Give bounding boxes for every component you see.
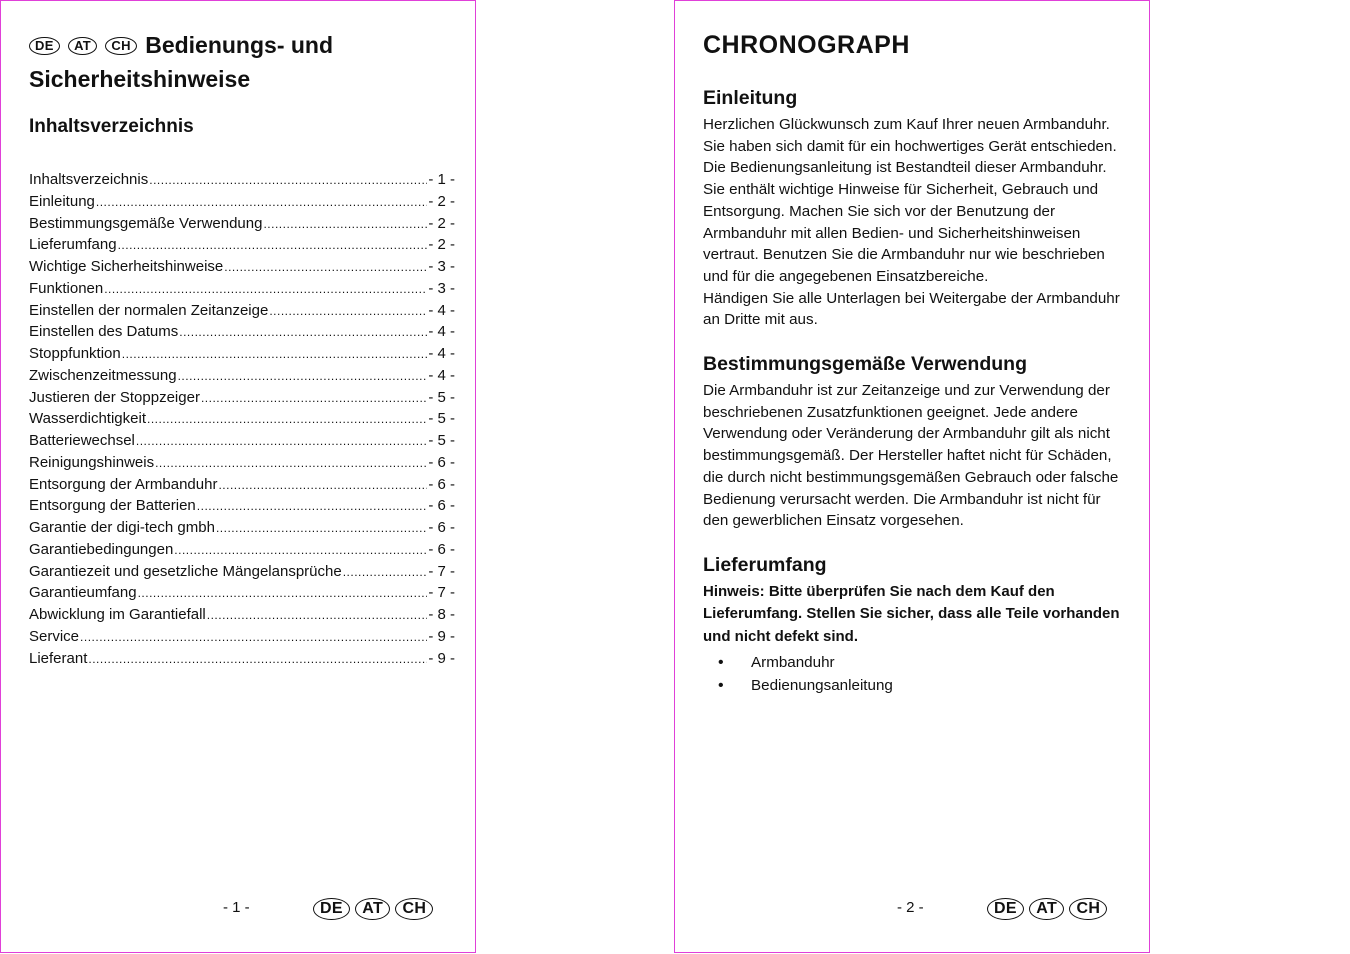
- toc-entry-label: Wichtige Sicherheitshinweise: [29, 258, 224, 275]
- toc-entry-page: - 3 -: [428, 279, 455, 297]
- toc-entry-page: - 8 -: [428, 606, 455, 623]
- toc-entry-label: Einleitung: [29, 192, 95, 210]
- section-einleitung: [703, 85, 1123, 331]
- paragraph: Die Armbanduhr ist zur Zeitanzeige und zur Verwendung der beschriebenen Zusatzfunktionen geeignet. Jede andere Verwendung oder Veränderung der Armbanduhr gilt als nicht bestimmungsgemäß. Der Hersteller haftet nicht für Schäden, die durch nicht bestimmungsgemäßen Gebrauch oder falsche Bedienung verursacht werden. Die Armbanduhr ist nicht für den gewerblichen Einsatz vorgesehen.: [703, 382, 1119, 530]
- country-badge-de: DE: [313, 898, 350, 920]
- toc-entry-page: - 2 -: [428, 192, 455, 210]
- toc-entry: [29, 343, 455, 365]
- toc-leader-dots: [96, 192, 427, 214]
- toc-entry-page: - 2 -: [428, 236, 455, 254]
- toc-entry-page: - 9 -: [428, 649, 455, 667]
- toc-entry: [29, 365, 455, 387]
- note-text: Hinweis: Bitte überprüfen Sie nach dem Kauf den Lieferumfang. Stellen Sie sicher, dass alle Teile vorhanden und nicht defekt sind.: [703, 582, 1120, 645]
- country-badge-ch: CH: [395, 898, 433, 920]
- toc-entry-label: Abwicklung im Garantiefall: [29, 606, 206, 623]
- right-page: [674, 0, 1150, 953]
- toc-entry-page: - 6 -: [428, 475, 455, 493]
- toc-entry-label: Garantiezeit und gesetzliche Mängelansprüche: [29, 562, 342, 580]
- toc-entry-label: Service: [29, 627, 80, 645]
- table-of-contents: [29, 169, 455, 669]
- toc-entry-label: Einstellen der normalen Zeitanzeige: [29, 301, 269, 319]
- country-badges: [29, 31, 139, 63]
- toc-entry: [29, 582, 455, 604]
- section-heading: Lieferumfang: [703, 553, 827, 576]
- toc-entry-page: - 9 -: [428, 627, 455, 645]
- toc-entry-label: Garantieumfang: [29, 584, 137, 602]
- toc-leader-dots: [197, 496, 428, 518]
- toc-entry-label: Garantiebedingungen: [29, 540, 174, 558]
- toc-entry-page: - 4 -: [428, 366, 455, 384]
- right-page-content: [703, 85, 1123, 717]
- country-badge-de: DE: [987, 898, 1024, 920]
- toc-entry-page: - 1 -: [428, 171, 455, 188]
- toc-leader-dots: [224, 257, 427, 279]
- toc-entry-page: - 4 -: [428, 323, 455, 341]
- toc-leader-dots: [149, 170, 427, 192]
- toc-leader-dots: [80, 627, 427, 649]
- toc-entry-page: - 5 -: [428, 388, 455, 406]
- country-badge-at: AT: [68, 37, 97, 55]
- toc-entry: [29, 561, 455, 583]
- toc-leader-dots: [216, 518, 427, 540]
- toc-leader-dots: [147, 409, 427, 431]
- toc-entry: [29, 474, 455, 496]
- toc-leader-dots: [179, 322, 427, 344]
- toc-leader-dots: [178, 366, 428, 388]
- toc-entry: [29, 495, 455, 517]
- delivery-list: [703, 651, 1123, 697]
- toc-entry-page: - 7 -: [428, 584, 455, 602]
- toc-entry-label: Wasserdichtigkeit: [29, 410, 146, 428]
- toc-entry-label: Garantie der digi-tech gmbh: [29, 519, 215, 536]
- toc-entry: [29, 169, 455, 191]
- section-heading: Bestimmungsgemäße Verwendung: [703, 353, 1027, 376]
- toc-entry-page: - 4 -: [428, 301, 455, 319]
- toc-title: Inhaltsverzeichnis: [29, 116, 194, 137]
- toc-entry-label: Lieferant: [29, 649, 88, 667]
- toc-entry-page: - 6 -: [428, 453, 455, 471]
- left-page-title-block: [29, 29, 449, 95]
- section-heading: Einleitung: [703, 87, 798, 109]
- toc-entry: [29, 278, 455, 300]
- toc-entry-label: Bestimmungsgemäße Verwendung: [29, 214, 263, 232]
- toc-leader-dots: [174, 540, 427, 562]
- country-badge-ch: CH: [105, 37, 136, 55]
- toc-leader-dots: [122, 344, 428, 366]
- toc-leader-dots: [118, 235, 428, 257]
- toc-entry-label: Batteriewechsel: [29, 432, 135, 449]
- paragraph: Herzlichen Glückwunsch zum Kauf Ihrer neuen Armbanduhr. Sie haben sich damit für ein hochwertiges Gerät entschieden. Die Bedienungsanleitung ist Bestandteil dieser Armbanduhr. Sie enthält wichtige Hinweise für Sicherheit, Gebrauch und Entsorgung. Machen Sie sich vor der Benutzung der Armbanduhr mit allen Bedien- und Sicherheitshinweisen vertraut. Benutzen Sie die Armbanduhr nur wie beschrieben und für die angegebenen Einsatzbereiche.: [703, 116, 1117, 285]
- toc-entry: [29, 300, 455, 322]
- toc-leader-dots: [218, 475, 427, 497]
- footer-country-badges: [313, 898, 434, 920]
- toc-leader-dots: [155, 453, 427, 475]
- page-number: - 1 -: [223, 899, 250, 916]
- toc-entry: [29, 234, 455, 256]
- toc-leader-dots: [138, 583, 428, 605]
- toc-entry-label: Funktionen: [29, 279, 104, 297]
- toc-entry: [29, 430, 455, 452]
- toc-leader-dots: [269, 301, 427, 323]
- toc-entry-page: - 7 -: [428, 562, 455, 580]
- toc-entry-page: - 6 -: [428, 540, 455, 558]
- toc-entry-label: Justieren der Stoppzeiger: [29, 388, 200, 406]
- toc-entry-page: - 2 -: [428, 214, 455, 232]
- toc-leader-dots: [207, 605, 428, 627]
- toc-entry-page: - 6 -: [428, 497, 455, 515]
- toc-leader-dots: [136, 431, 427, 453]
- toc-leader-dots: [263, 214, 427, 236]
- toc-leader-dots: [88, 649, 427, 671]
- toc-entry-label: Entsorgung der Batterien: [29, 497, 196, 515]
- toc-entry: [29, 408, 455, 430]
- footer-country-badges: [987, 898, 1108, 920]
- toc-entry: [29, 539, 455, 561]
- toc-entry: [29, 452, 455, 474]
- country-badge-at: AT: [1029, 898, 1064, 920]
- country-badge-de: DE: [29, 37, 60, 55]
- toc-entry: [29, 321, 455, 343]
- toc-entry: [29, 256, 455, 278]
- toc-entry-label: Lieferumfang: [29, 236, 117, 254]
- toc-entry: [29, 517, 455, 539]
- page-number: - 2 -: [897, 899, 924, 916]
- country-badge-at: AT: [355, 898, 390, 920]
- list-item: • Armbanduhr: [703, 651, 1123, 674]
- toc-entry: [29, 604, 455, 626]
- section-verwendung: [703, 351, 1123, 532]
- toc-entry-page: - 4 -: [428, 345, 455, 362]
- toc-entry-page: - 5 -: [428, 432, 455, 449]
- toc-entry-label: Stoppfunktion: [29, 345, 121, 362]
- toc-entry-label: Inhaltsverzeichnis: [29, 171, 149, 188]
- toc-leader-dots: [343, 562, 428, 584]
- toc-entry-page: - 3 -: [428, 258, 455, 275]
- toc-entry-page: - 6 -: [428, 519, 455, 536]
- product-title: CHRONOGRAPH: [703, 31, 910, 59]
- paragraph: Händigen Sie alle Unterlagen bei Weitergabe der Armbanduhr an Dritte mit aus.: [703, 289, 1120, 329]
- toc-entry: [29, 626, 455, 648]
- toc-entry-label: Entsorgung der Armbanduhr: [29, 475, 218, 493]
- toc-entry: [29, 387, 455, 409]
- section-lieferumfang: [703, 552, 1123, 698]
- toc-entry-label: Einstellen des Datums: [29, 323, 179, 341]
- page-title: Bedienungs- und Sicherheitshinweise: [29, 32, 334, 92]
- list-item: • Bedienungsanleitung: [703, 674, 1123, 697]
- toc-entry-label: Reinigungshinweis: [29, 453, 155, 471]
- toc-entry: [29, 213, 455, 235]
- left-page: [0, 0, 476, 953]
- toc-entry-label: Zwischenzeitmessung: [29, 366, 177, 384]
- toc-leader-dots: [201, 388, 427, 410]
- country-badge-ch: CH: [1069, 898, 1107, 920]
- toc-leader-dots: [104, 279, 427, 301]
- toc-entry: [29, 648, 455, 670]
- toc-entry-page: - 5 -: [428, 410, 455, 428]
- toc-entry: [29, 191, 455, 213]
